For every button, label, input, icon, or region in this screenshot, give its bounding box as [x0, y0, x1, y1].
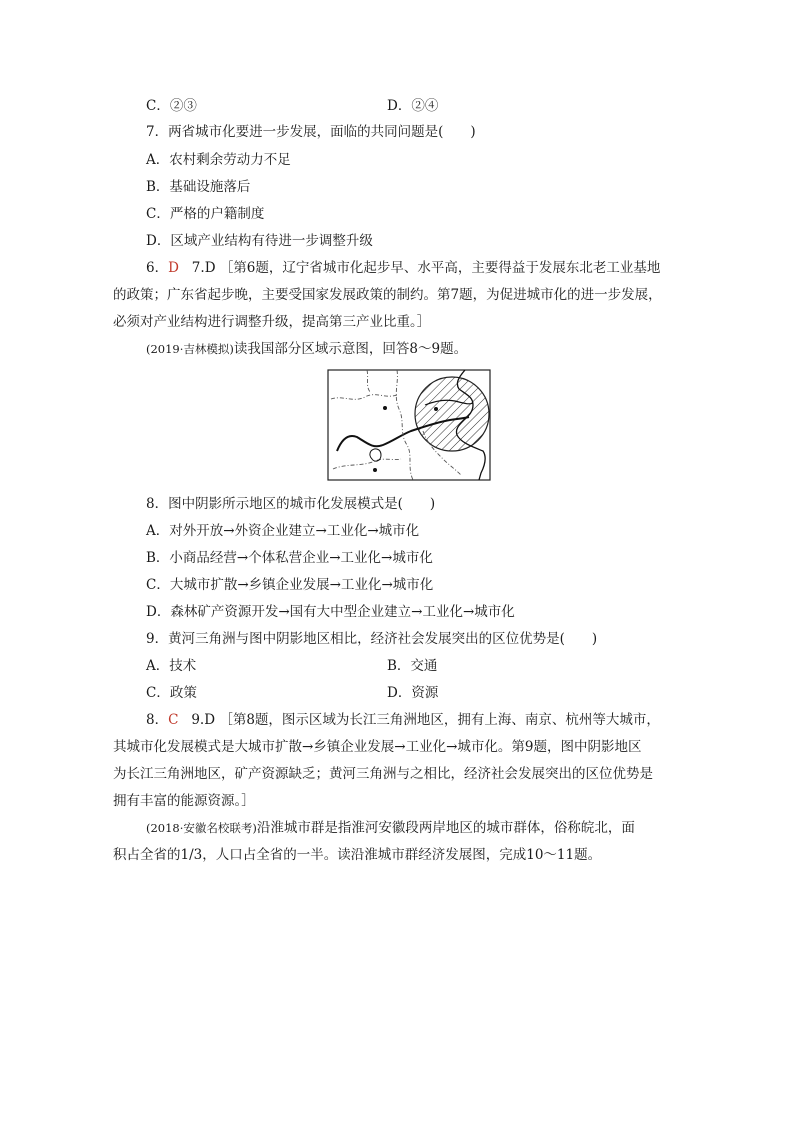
answer-7-letter: D: [204, 260, 216, 276]
q8-option-d: D．森林矿产资源开发→国有大中型企业建立→工业化→城市化: [146, 604, 515, 620]
city-dot: [383, 406, 387, 410]
intro-8-9-text: 读我国部分区域示意图，回答8～9题。: [233, 341, 468, 357]
city-dot: [434, 407, 438, 411]
q9-stem: 9．黄河三角洲与图中阴影地区相比，经济社会发展突出的区位优势是( ): [146, 631, 598, 647]
answer-7-number: 7.: [191, 260, 205, 276]
answer-8-9-line2: 其城市化发展模式是大城市扩散→乡镇企业发展→工业化→城市化。第9题，图中阴影地区: [113, 739, 642, 755]
q9-option-a: A．技术: [146, 658, 197, 674]
answer-8-9-explanation: ［第8题，图示区域为长江三角洲地区，拥有上海、南京、杭州等大城市，: [219, 712, 660, 728]
shaded-region-circle: [415, 377, 489, 451]
answer-6-7-explanation: ［第6题，辽宁省城市化起步早、水平高，主要得益于发展东北老工业基地: [219, 260, 661, 276]
q9-option-b: B．交通: [387, 658, 438, 674]
answer-9-number: 9.: [191, 712, 205, 728]
q8-stem: 8．图中阴影所示地区的城市化发展模式是( ): [146, 496, 436, 512]
q7-option-b: B．基础设施落后: [146, 179, 251, 195]
q9-option-d: D．资源: [387, 685, 439, 701]
answer-8-9-line4: 拥有丰富的能源资源。］: [113, 793, 255, 809]
intro-8-9-source: (2019·吉林模拟): [146, 342, 234, 356]
intro-10-11-source: (2018·安徽名校联考): [146, 821, 257, 835]
answer-8-letter: C: [168, 712, 179, 728]
intro-8-9: [146, 339, 467, 359]
answer-8-9-line1: [146, 710, 660, 730]
q7-option-d: D．区域产业结构有待进一步调整升级: [146, 233, 373, 249]
intro-10-11-line1: [146, 818, 635, 838]
q7-option-a: A．农村剩余劳动力不足: [146, 152, 291, 168]
q6-option-c: C．②③: [146, 98, 197, 114]
answer-6-7-line3: 必须对产业结构进行调整升级，提高第三产业比重。］: [113, 314, 431, 330]
q6-option-d: D．②④: [387, 98, 439, 114]
q8-option-a: A．对外开放→外资企业建立→工业化→城市化: [146, 523, 420, 539]
city-dot: [373, 468, 377, 472]
answer-6-letter: D: [168, 260, 179, 276]
q8-option-c: C．大城市扩散→乡镇企业发展→工业化→城市化: [146, 577, 434, 593]
intro-10-11-line2: 积占全省的1/3，人口占全省的一半。读沿淮城市群经济发展图，完成10～11题。: [113, 847, 602, 863]
intro-10-11-text: 沿淮城市群是指淮河安徽段两岸地区的城市群体，俗称皖北，面: [256, 820, 635, 836]
q7-stem: 7．两省城市化要进一步发展，面临的共同问题是( ): [146, 124, 476, 140]
region-map-figure: [327, 369, 491, 481]
answer-8-number: 8．: [146, 712, 169, 728]
answer-9-letter: D: [204, 712, 216, 728]
answer-6-7-line1: [146, 258, 660, 278]
q7-option-c: C．严格的户籍制度: [146, 206, 265, 222]
q9-option-c: C．政策: [146, 685, 197, 701]
answer-6-7-line2: 的政策；广东省起步晚，主要受国家发展政策的制约。第7题，为促进城市化的进一步发展，: [113, 287, 662, 303]
q8-option-b: B．小商品经营→个体私营企业→工业化→城市化: [146, 550, 433, 566]
answer-8-9-line3: 为长江三角洲地区，矿产资源缺乏；黄河三角洲与之相比，经济社会发展突出的区位优势是: [113, 766, 653, 782]
answer-6-number: 6．: [146, 260, 169, 276]
